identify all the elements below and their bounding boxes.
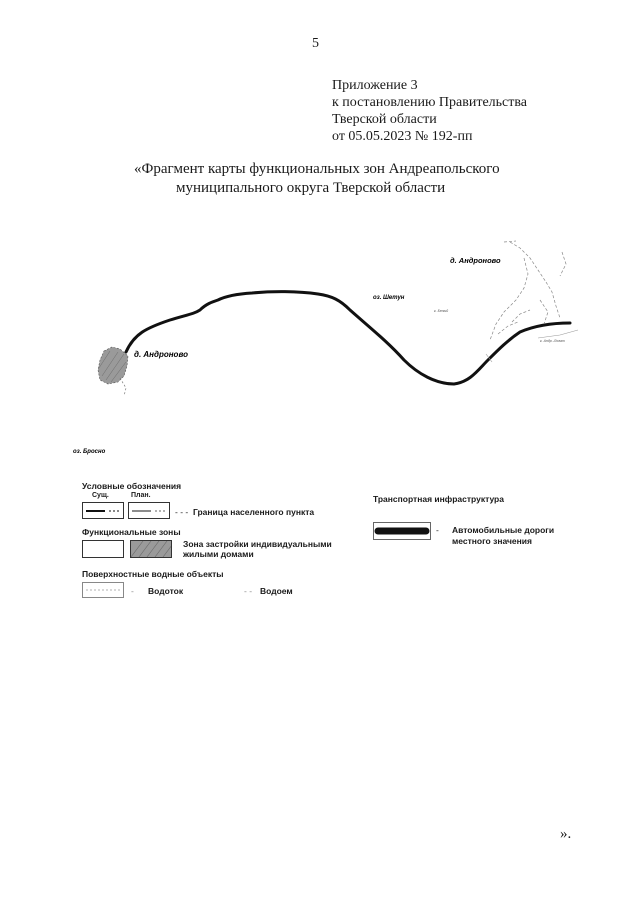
legend-zone-planned-box — [130, 540, 172, 558]
closing-quote: ». — [560, 826, 572, 842]
legend-water-title: Поверхностные водные объекты — [82, 569, 224, 579]
title-line-1: «Фрагмент карты функциональных зон Андреапольского — [134, 161, 500, 177]
legend-watercourse-symbol — [83, 583, 123, 597]
village-label-east: д. Андроново — [450, 256, 501, 265]
legend-zone-individual-line-1: Зона застройки индивидуальными — [183, 539, 332, 549]
legend-settlement-border: Граница населенного пункта — [193, 507, 315, 517]
village-label-west: д. Андроново — [134, 350, 188, 359]
legend-border-existing-symbol — [83, 503, 123, 518]
page-number: 5 — [312, 36, 319, 51]
legend-roads-line-2: местного значения — [452, 536, 532, 546]
watercourse-lines — [486, 330, 578, 362]
legend-reservoir: Водоем — [260, 586, 293, 596]
appendix-header — [332, 77, 527, 145]
appendix-line-4: от 05.05.2023 № 192-пп — [332, 129, 473, 144]
legend-title: Условные обозначения — [82, 481, 182, 491]
legend-functional-zones-title: Функциональные зоны — [82, 527, 181, 537]
appendix-line-1: Приложение 3 — [332, 78, 418, 93]
legend-zone-individual-line-2: жилыми домами — [183, 549, 254, 559]
small-label-1: к. Белый — [434, 309, 449, 313]
legend-border-existing-box — [82, 502, 124, 519]
legend-border-planned-symbol — [129, 503, 169, 518]
local-road — [126, 292, 570, 384]
legend-road-box — [373, 522, 431, 540]
legend-zone-planned-hatching — [131, 541, 171, 557]
legend-col-existing: Сущ. — [92, 492, 109, 499]
legend-watercourse-box — [82, 582, 124, 598]
legend-transport-title: Транспортная инфраструктура — [373, 494, 504, 504]
map-fragment — [0, 230, 640, 470]
lake-label-shetun: оз. Шетун — [373, 295, 405, 301]
legend-dash-3: - - — [244, 586, 253, 596]
legend-dash-4: - — [436, 525, 439, 535]
legend-dash-2: - — [131, 586, 134, 596]
legend-watercourse: Водоток — [148, 586, 184, 596]
lake-label-brosno: оз. Бросно — [73, 449, 106, 455]
legend-border-planned-box — [128, 502, 170, 519]
legend-col-planned: План. — [131, 492, 151, 499]
small-label-2: к. Андр.-Ловат — [540, 339, 565, 343]
appendix-line-2: к постановлению Правительства — [332, 95, 528, 110]
appendix-line-3: Тверской области — [332, 112, 437, 127]
legend-dash-1: - - - — [175, 507, 189, 517]
legend-roads-line-1: Автомобильные дороги — [452, 525, 555, 535]
legend-zone-existing-box — [82, 540, 124, 558]
legend-road-symbol — [374, 523, 430, 539]
settlement-border-west — [120, 378, 126, 396]
title-line-2: муниципального округа Тверской области — [176, 180, 446, 196]
